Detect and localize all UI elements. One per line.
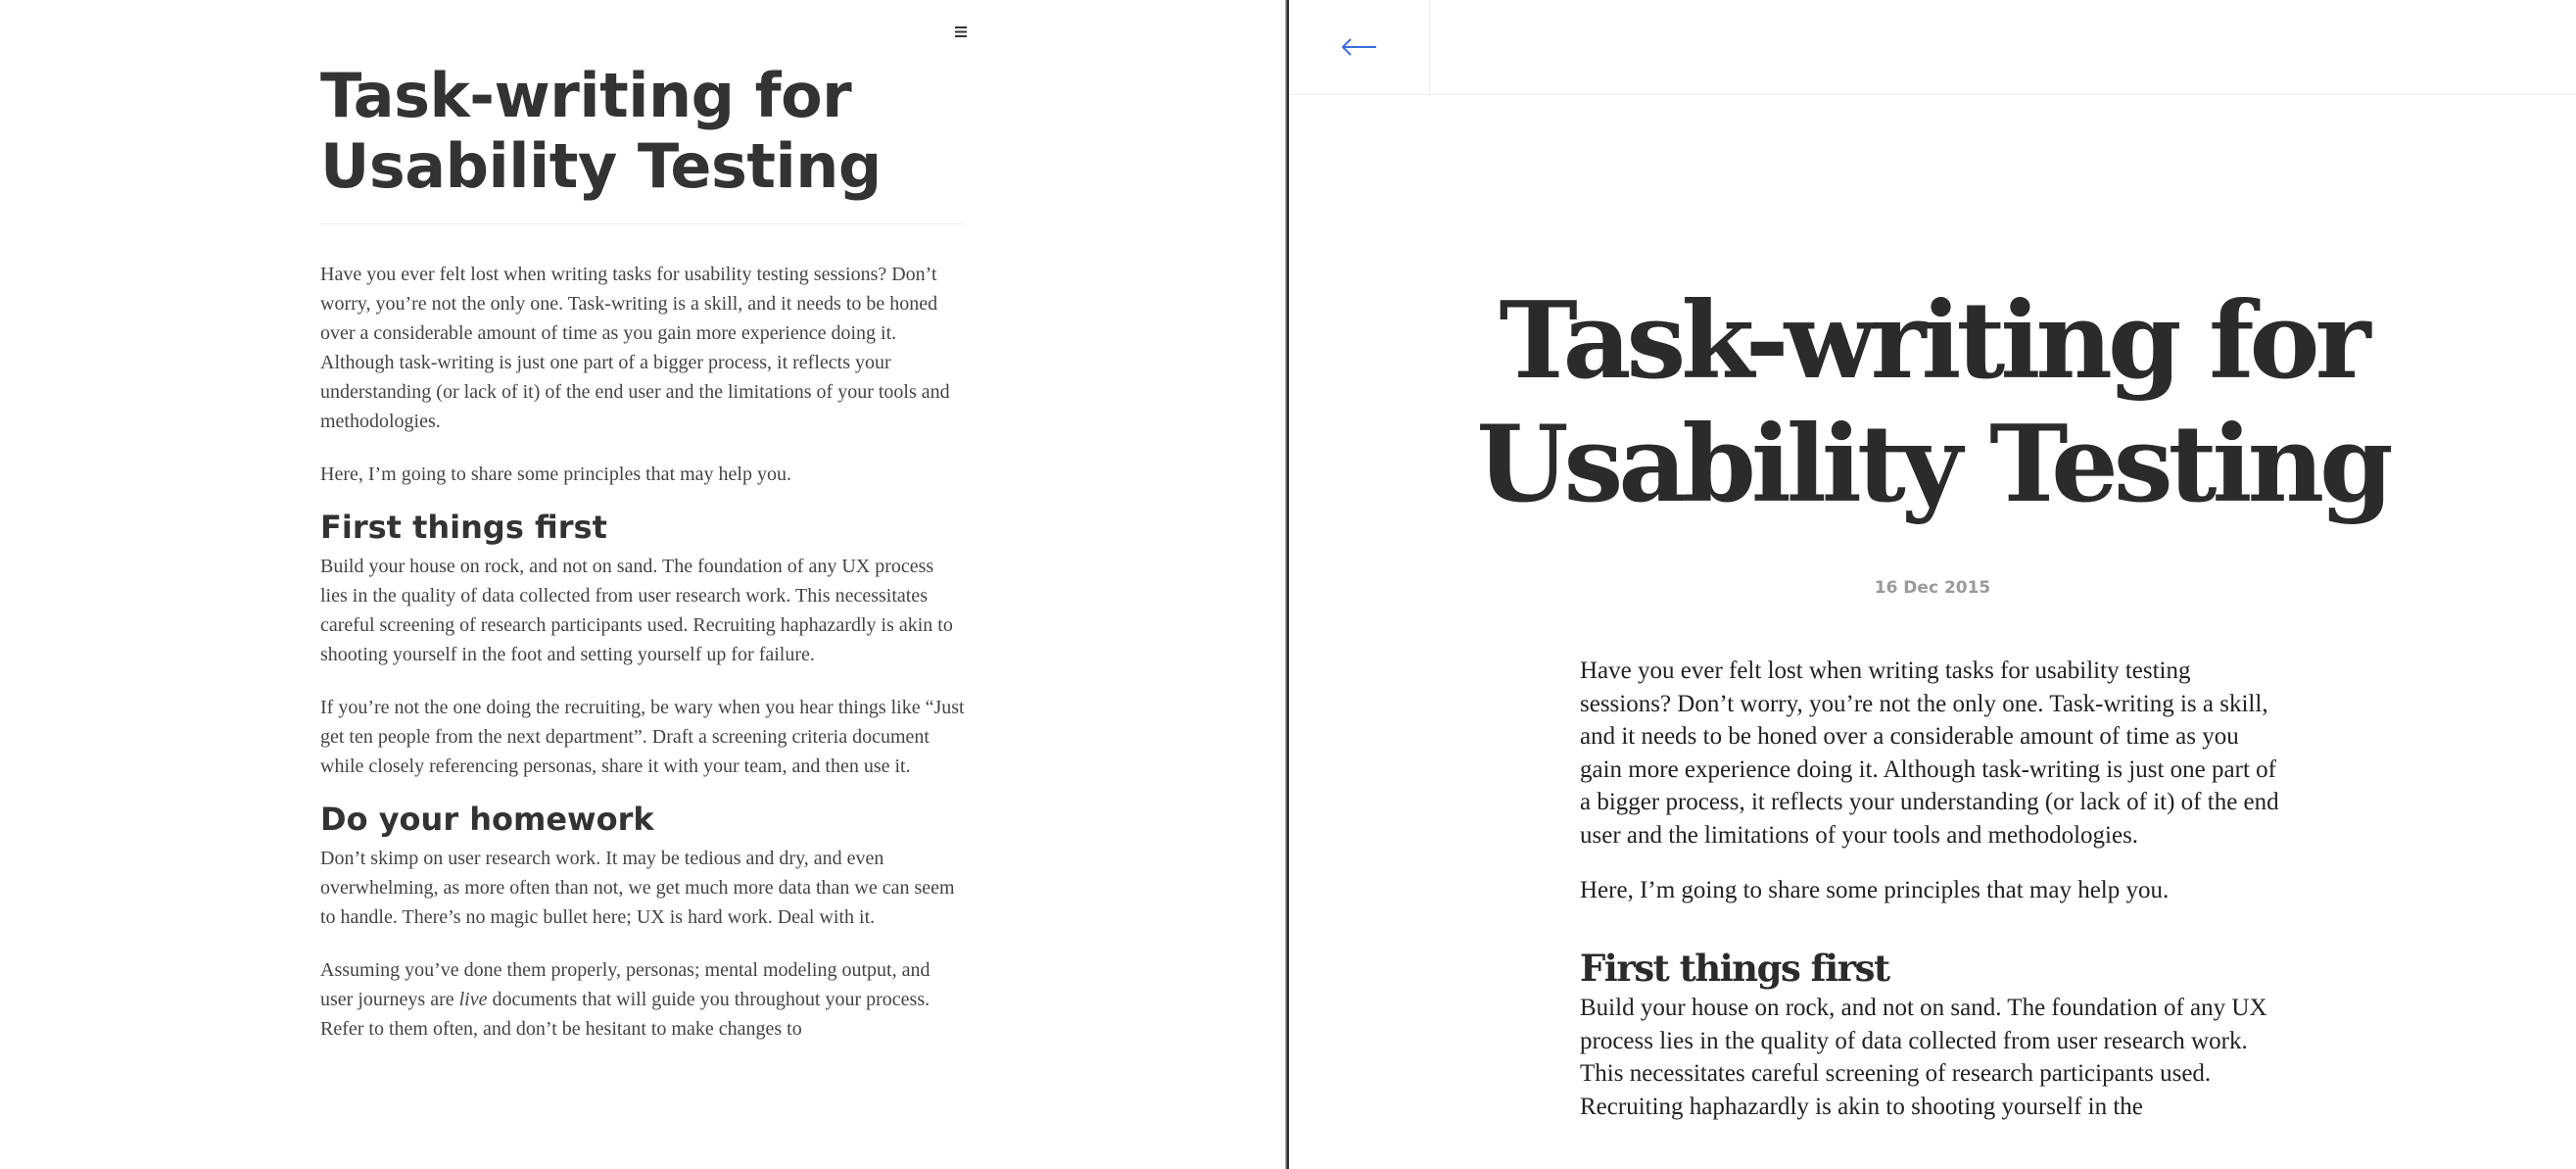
editor-homework-para-2 (320, 955, 965, 1044)
homework-text-b: documents that will guide you throughout your process. Refer to them often, and don’t be hesitant to make changes to (320, 989, 930, 1040)
editor-principles: Here, I’m going to share some principles that may help you. (320, 463, 791, 485)
editor-pane (0, 0, 1285, 1169)
post-date: 16 Dec 2015 (1874, 578, 1991, 598)
reader-pane (1289, 0, 2576, 1169)
editor-first-para-1: Build your house on rock, and not on sand. The foundation of any UX process lies in the quality of data collected from user research work. This necessitates careful screening of research participants used. Recruiting haphazardly is akin to shooting yourself in the foot and setting yourself up for failure. (320, 556, 953, 665)
hamburger-menu-icon (955, 26, 967, 37)
reader-content (1580, 655, 2285, 1124)
back-arrow-icon (1341, 37, 1378, 57)
reader-heading-first-things: First things first (1580, 947, 1889, 991)
editor-heading-first-things: First things first (320, 509, 607, 546)
editor-title: Task-writing for Usability Testing (320, 60, 882, 202)
editor-homework-para-1: Don’t skimp on user research work. It may be tedious and dry, and even overwhelming, as more often than not, we get much more data than we can seem to handle. There’s no magic bullet here; UX is hard work. Deal with it. (320, 848, 955, 928)
homework-text-a: Assuming you’ve done them properly, personas; mental modeling output, and user journeys are (320, 959, 930, 1010)
reader-topbar (1289, 0, 2576, 95)
editor-heading-homework: Do your homework (320, 801, 654, 838)
reader-title: Task-writing for Usability Testing (1476, 279, 2389, 526)
editor-intro: Have you ever felt lost when writing tasks for usability testing sessions? Don’t worry, you’re not the only one. Task-writing is a skill, and it needs to be honed over a considerable amount of time as you gain more experience doing it. Although task-writing is just one part of a bigger process, it reflects your understanding (or lack of it) of the end user and the limitations of your tools and methodologies. (320, 264, 950, 432)
back-button[interactable] (1289, 0, 1430, 94)
homework-text-emphasis: live (458, 989, 488, 1010)
editor-content (320, 61, 965, 1044)
reader-first-para-1: Build your house on rock, and not on sand. The foundation of any UX process lies in the quality of data collected from user research work. This necessitates careful screening of research participants used. Recruiting haphazardly is akin to shooting yourself in the (1580, 995, 2267, 1120)
title-divider (320, 223, 965, 224)
editor-first-para-2: If you’re not the one doing the recruiting, be wary when you hear things like “Just get ten people from the next department”. Draft a screening criteria document while closely referencing personas, share it with your team, and then use it. (320, 697, 965, 777)
reader-principles: Here, I’m going to share some principles that may help you. (1580, 876, 2170, 903)
reader-intro: Have you ever felt lost when writing tasks for usability testing sessions? Don’t worry, you’re not the only one. Task-writing is a skill, and it needs to be honed over a considerable amount of time as you gain more experience doing it. Although task-writing is just one part of a bigger process, it reflects your understanding (or lack of it) of the end user and the limitations of your tools and methodologies. (1580, 658, 2279, 849)
menu-button[interactable] (950, 22, 972, 41)
